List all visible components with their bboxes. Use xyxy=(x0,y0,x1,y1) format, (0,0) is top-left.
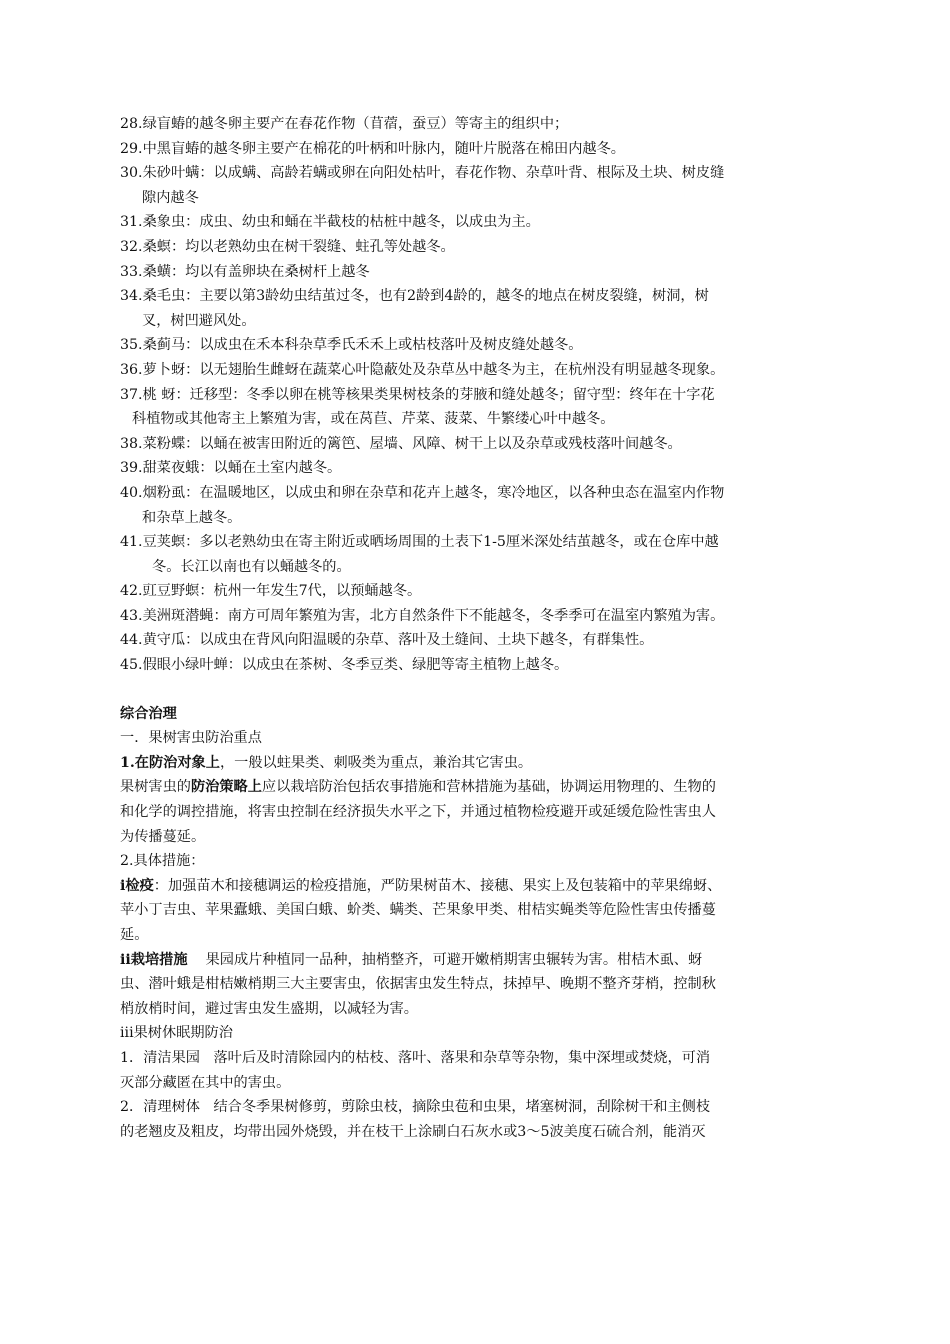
text-line: 42.豇豆野螟：杭州一年发生7代，以预蛹越冬。 xyxy=(120,583,422,600)
text-line: 40.烟粉虱：在温暖地区，以成虫和卵在杂草和花卉上越冬，寒冷地区，以各种虫态在温室内作物 xyxy=(120,484,725,501)
text-line xyxy=(120,751,832,776)
document-page xyxy=(120,112,832,1144)
inline-text: 应以栽培防治包括农事措施和营林措施为基础，协调运用物理的、生物的 xyxy=(261,779,716,796)
inline-text: ：加强苗木和接穗调运的检疫措施，严防果树苗木、接穗、果实上及包装箱中的苹果绵蚜、 xyxy=(153,877,722,894)
text-line: 44.黄守瓜：以成虫在背风向阳温暖的杂草、落叶及土缝间、土块下越冬，有群集性。 xyxy=(120,632,654,649)
text-line: 1．清洁果园 落叶后及时清除园内的枯枝、落叶、落果和杂草等杂物，集中深埋或焚烧，可消 xyxy=(120,1049,711,1066)
text-line: 28.绿盲蝽的越冬卵主要产在春花作物（苜蓿，蚕豆）等寄主的组织中； xyxy=(120,116,569,132)
text-line: 36.萝卜蚜：以无翅胎生雌蚜在蔬菜心叶隐蔽处及杂草丛中越冬为主，在杭州没有明显越冬现象。 xyxy=(120,361,725,378)
bold-phrase: 防治策略上 xyxy=(190,779,262,796)
text-line: 冬。长江以南也有以蛹越冬的。 xyxy=(152,558,351,575)
text-line: 为传播蔓延。 xyxy=(120,828,206,845)
text-line: 41.豆荚螟：多以老熟幼虫在寄主附近或晒场周围的土表下1-5厘米深处结茧越冬，或在仓库中越 xyxy=(120,534,719,551)
text-line: 科植物或其他寄主上繁殖为害，或在莴苣、芹菜、菠菜、牛繁缕心叶中越冬。 xyxy=(132,411,615,428)
text-line: 39.甜菜夜蛾：以蛹在土室内越冬。 xyxy=(120,460,342,477)
inline-text: 果园成片种植同一品种，抽梢整齐，可避开嫩梢期害虫辗转为害。柑桔木虱、蚜 xyxy=(187,951,703,968)
text-line: 隙内越冬 xyxy=(142,189,199,206)
text-line: 31.桑象虫：成虫、幼虫和蛹在半截枝的枯桩中越冬，以成虫为主。 xyxy=(120,214,540,231)
text-line: 和杂草上越冬。 xyxy=(142,509,242,526)
section-heading: 综合治理 xyxy=(120,705,177,722)
text-line: 和化学的调控措施，将害虫控制在经济损失水平之下，并通过植物检疫避开或延缓危险性害虫人 xyxy=(120,804,716,821)
text-line: 叉，树凹避风处。 xyxy=(142,312,256,329)
text-line xyxy=(120,775,832,800)
text-line: 37.桃 蚜：迁移型：冬季以卵在桃等核果类果树枝条的芽腋和缝处越冬；留守型：终年在十字花 xyxy=(120,386,715,403)
bold-phrase: 1.在防治对象上 xyxy=(120,754,220,771)
text-line: 35.桑蓟马：以成虫在禾本科杂草季氏禾禾上或枯枝落叶及树皮缝处越冬。 xyxy=(120,337,583,354)
text-line: 虫、潜叶蛾是柑桔嫩梢期三大主要害虫，依据害虫发生特点，抹掉早、晚期不整齐芽梢，控制秋 xyxy=(120,976,716,993)
text-line: 2．清理树体 结合冬季果树修剪，剪除虫枝，摘除虫苞和虫果，堵塞树洞，刮除树干和主侧枝 xyxy=(120,1099,711,1116)
text-line: 32.桑螟：均以老熟幼虫在树干裂缝、蛀孔等处越冬。 xyxy=(120,238,455,255)
text-line: 灭部分藏匿在其中的害虫。 xyxy=(120,1074,291,1091)
inline-text: 果树害虫的 xyxy=(120,779,191,796)
subsection-title: 一．果树害虫防治重点 xyxy=(120,730,262,747)
text-line: 30.朱砂叶螨：以成螨、高龄若螨或卵在向阳处枯叶，春花作物、杂草叶背、根际及土块、树皮缝 xyxy=(120,165,725,182)
text-line: 2.具体措施： xyxy=(120,853,205,870)
text-line: iii果树休眠期防治 xyxy=(120,1025,233,1042)
bold-phrase: i检疫 xyxy=(120,877,154,894)
text-line: 43.美洲斑潜蝇：南方可周年繁殖为害，北方自然条件下不能越冬，冬季季可在温室内繁殖为害。 xyxy=(120,607,725,624)
text-line: 38.菜粉蝶：以蛹在被害田附近的篱笆、屋墙、风障、树干上以及杂草或残枝落叶间越冬。 xyxy=(120,435,682,452)
text-line: 29.中黑盲蝽的越冬卵主要产在棉花的叶柄和叶脉内，随叶片脱落在棉田内越冬。 xyxy=(120,140,625,157)
text-line xyxy=(120,948,832,973)
bold-phrase: ii栽培措施 xyxy=(120,951,188,968)
text-line xyxy=(120,874,832,899)
text-line: 34.桑毛虫：主要以第3龄幼虫结茧过冬，也有2龄到4龄的，越冬的地点在树皮裂缝，树洞，树 xyxy=(120,288,709,305)
text-line: 33.桑蟥：均以有盖卵块在桑树杆上越冬 xyxy=(120,263,370,280)
text-line: 的老翘皮及粗皮，均带出园外烧毁，并在枝干上涂刷白石灰水或3～5波美度石硫合剂，能消灭 xyxy=(120,1123,706,1140)
inline-text: ，一般以蛀果类、刺吸类为重点，兼治其它害虫。 xyxy=(219,754,533,771)
text-line: 苹小丁吉虫、苹果蠹蛾、美国白蛾、蚧类、螨类、芒果象甲类、柑桔实蝇类等危险性害虫传播蔓 xyxy=(120,902,716,919)
text-line: 梢放梢时间，避过害虫发生盛期，以减轻为害。 xyxy=(120,1000,418,1017)
paragraph-gap xyxy=(120,678,832,702)
text-line: 延。 xyxy=(120,927,149,943)
text-line: 45.假眼小绿叶蝉：以成虫在茶树、冬季豆类、绿肥等寄主植物上越冬。 xyxy=(120,657,569,674)
